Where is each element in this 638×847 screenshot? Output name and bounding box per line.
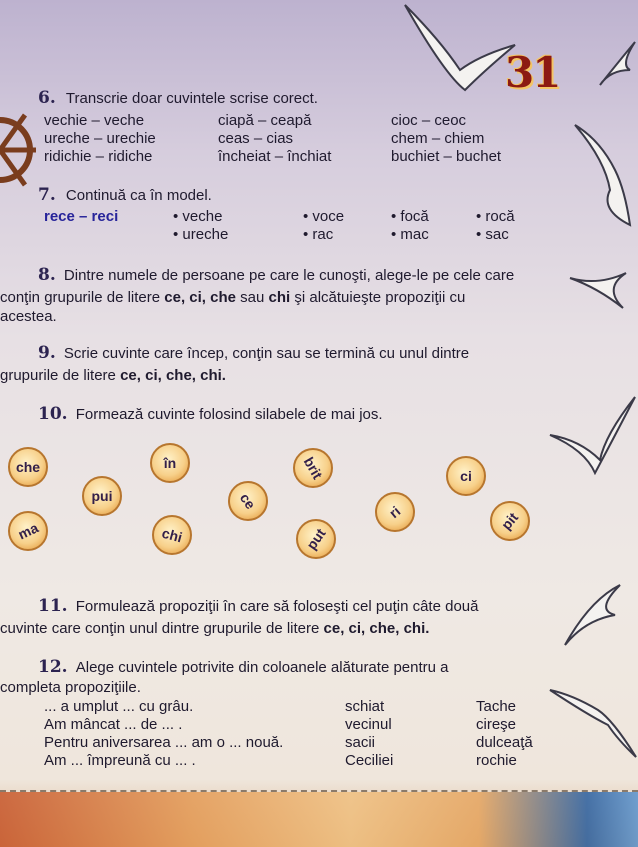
word-option: Ceciliei (345, 752, 394, 769)
seagull-illustration (590, 40, 638, 90)
syllable-badge: brit (293, 448, 333, 488)
word-item: • sac (476, 226, 509, 243)
exercise-instruction: Continuă ca în model. (65, 187, 212, 204)
word-item: • rocă (476, 208, 515, 225)
exercise-text: completa propoziţiile. (0, 679, 141, 696)
exercise-6-heading (38, 89, 318, 108)
exercise-text: Formulează propoziţii în care să foloseşti cel puţin câte două (75, 598, 479, 615)
word-pair: ridichie – ridiche (44, 148, 153, 165)
syllable-badge: pit (490, 501, 530, 541)
exercise-10-heading (38, 405, 383, 424)
exercise-number: 7. (38, 185, 56, 205)
seagull-illustration (570, 120, 638, 230)
word-item: • veche (173, 208, 223, 225)
seagull-illustration (400, 0, 520, 95)
exercise-number: 8. (38, 265, 56, 285)
word-pair: buchiet – buchet (391, 148, 502, 165)
exercise-text: şi alcătuieşte propoziţii cu (290, 289, 466, 306)
word-pair: chem – chiem (391, 130, 485, 147)
seagull-illustration (555, 580, 625, 650)
syllable-badge: în (150, 443, 190, 483)
word-pair: ceas – cias (218, 130, 294, 147)
exercise-8 (0, 266, 552, 326)
exercise-text: sau (235, 289, 269, 306)
exercise-text: grupurile de litere (0, 367, 121, 384)
syllable-badge: pui (82, 476, 122, 516)
word-pair: vechie – veche (44, 112, 145, 129)
word-item: • voce (303, 208, 345, 225)
sentence-line: Pentru aniversarea ... am o ... nouă. (44, 734, 284, 751)
exercise-text: cuvinte care conţin unul dintre grupurile de litere (0, 620, 324, 637)
word-pair: ciapă – ceapă (218, 112, 312, 129)
seagull-illustration (548, 685, 638, 760)
exercise-text: acestea. (0, 308, 57, 325)
exercise-number: 9. (38, 343, 56, 363)
seagull-illustration (568, 268, 628, 313)
ship-wheel-illustration (0, 95, 40, 205)
exercise-7-heading (38, 186, 212, 205)
word-item: • ureche (173, 226, 229, 243)
letter-groups: chi (268, 289, 291, 306)
word-option: dulceaţă (476, 734, 533, 751)
seagull-illustration (545, 395, 638, 475)
word-option: Tache (476, 698, 517, 715)
syllable-badge: ma (8, 511, 48, 551)
letter-groups: ce, ci, che, chi. (120, 367, 226, 384)
exercise-text: Alege cuvintele potrivite din coloanele alăturate pentru a (75, 659, 449, 676)
sentence-line: ... a umplut ... cu grâu. (44, 698, 194, 715)
exercise-text: Scrie cuvinte care încep, conţin sau se termină cu unul dintre (63, 345, 470, 362)
word-pair: încheiat – închiat (218, 148, 332, 165)
letter-groups: ce, ci, che (164, 289, 236, 306)
model-example: rece – reci (44, 208, 119, 225)
word-option: schiat (345, 698, 385, 715)
exercise-number: 6. (38, 88, 56, 108)
word-item: • focă (391, 208, 429, 225)
sentence-line: Am mâncat ... de ... . (44, 716, 183, 733)
syllable-badge: chi (152, 515, 192, 555)
exercise-12 (0, 658, 552, 697)
exercise-instruction: Formează cuvinte folosind silabele de mai jos. (75, 406, 383, 423)
word-pair: cioc – ceoc (391, 112, 467, 129)
letter-groups: ce, ci, che, chi. (323, 620, 430, 637)
word-item: • rac (303, 226, 334, 243)
decorative-illustration-strip (0, 792, 638, 847)
word-item: • mac (391, 226, 429, 243)
syllable-badge: ri (375, 492, 415, 532)
word-option: rochie (476, 752, 517, 769)
exercise-11 (0, 597, 556, 638)
exercise-9 (0, 344, 560, 385)
word-option: vecinul (345, 716, 392, 733)
syllable-badge: put (296, 519, 336, 559)
syllable-badge: che (8, 447, 48, 487)
exercise-text: Dintre numele de persoane pe care le cunoşti, alege-le pe cele care (63, 267, 515, 284)
exercise-text: conţin grupurile de litere (0, 289, 165, 306)
exercise-number: 10. (38, 404, 68, 424)
word-pair: ureche – urechie (44, 130, 156, 147)
page-number: 31 (505, 48, 560, 97)
syllable-badge: ce (228, 481, 268, 521)
syllable-badge: ci (446, 456, 486, 496)
exercise-number: 11. (38, 596, 68, 616)
word-option: sacii (345, 734, 376, 751)
exercise-number: 12. (38, 657, 68, 677)
word-option: cireşe (476, 716, 517, 733)
exercise-instruction: Transcrie doar cuvintele scrise corect. (65, 90, 318, 107)
sentence-line: Am ... împreună cu ... . (44, 752, 196, 769)
